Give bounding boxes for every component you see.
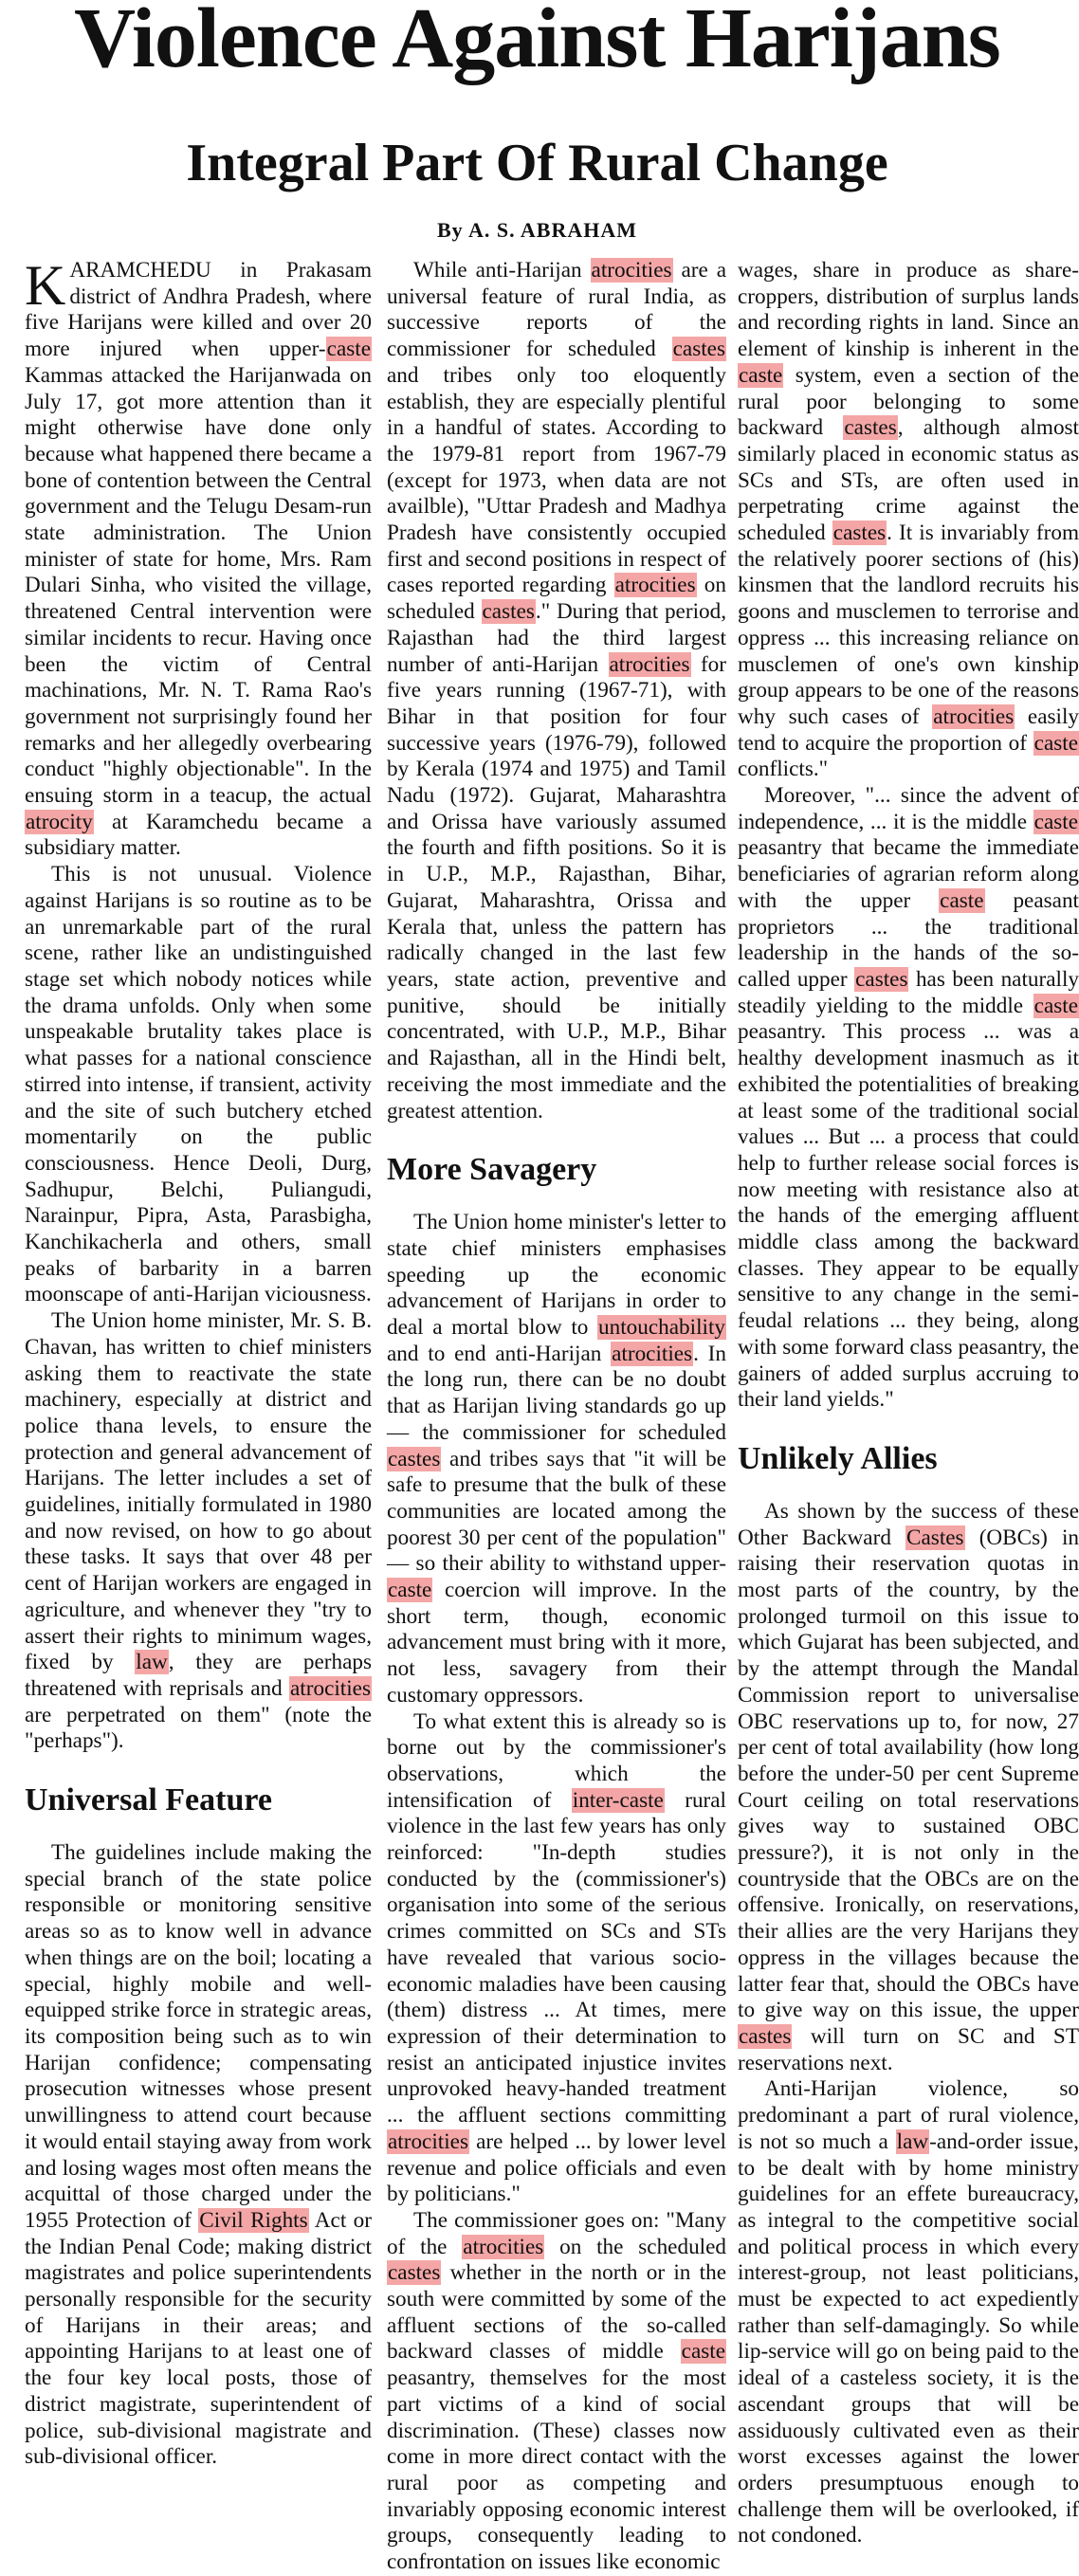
highlighted-term: atrocities <box>609 651 690 677</box>
byline-prefix: By <box>437 218 464 242</box>
article-paragraph: The guidelines include making the special branch of the state police responsible or monitoring sensitive areas so as to know well in advance when things are on the boil; locating a special, highly mobile and well-equipped strike force in strategic areas, its composition being such as to win Harijan confidence; compensating prosecution witnesses whose present unwillingness to attend court because it would entail staying away from work and losing wages most often means the acquittal of those charged under the 1955 Protection of Civil Rights Act or the Indian Penal Code; making district magistrates and police superintendents personally responsible for the security of Harijans in their areas; and appointing Harijans to at least one of the four key local posts, those of district magistrate, superintendent of police, sub-divisional magistrate and sub-divisional officer. <box>25 1840 372 2470</box>
highlighted-term: atrocities <box>591 258 672 283</box>
highlighted-term: atrocities <box>290 1675 371 1701</box>
article-paragraph: KARAMCHEDU in Prakasam district of Andhra Pradesh, where five Harijans were killed and over 20 more injured when upper-caste Kammas attacked the Harijanwada on July 17, got more attention than it might otherwise have done only because what happened there became a bone of contention between the Central government and the Telugu Desam-run state administration. The Union minister of state for home, Mrs. Ram Dulari Sinha, who visited the village, threatened Central intervention were similar incidents to recur. Having once been the victim of Central machinations, Mr. N. T. Rama Rao's government not surprisingly found her remarks and her allegedly overbearing conduct "highly objectionable". In the ensuing storm in a teacup, the actual atrocity at Karamchedu became a subsidiary matter. <box>25 254 372 861</box>
highlighted-term: untouchability <box>598 1315 725 1341</box>
highlighted-term: caste <box>388 1578 432 1603</box>
highlighted-term: castes <box>832 521 887 546</box>
article-paragraph: The commissioner goes on: "Many of the atrocities on the scheduled castes whether in the north or in the south were committed by some of the affluent sections of the so-called backward classes of middle caste peasantry, themselves for the most part victims of a kind of social discrimination. (These) classes now come in more direct contact with the rural poor as competing and invariably opposing economic interest groups, consequently leading to confrontation on issues like economic <box>387 2207 726 2575</box>
highlighted-term: atrocities <box>612 1341 693 1366</box>
article-paragraph: wages, share in produce as share-croppers, distribution of surplus lands and recording rights in land. Since an element of kinship is inherent in the caste system, even a section of the rural poor belonging to some backward castes, although almost similarly placed in economic status as SCs and STs, are often used in perpetrating crime against the scheduled castes. It is invariably from the relatively poorer sections of (his) kinsmen that the landlord recruits his goons and musclemen to terrorise and oppress ... this increasing reliance on musclemen of one's own kinship group appears to be one of the reasons why such cases of atrocities easily tend to acquire the proportion of caste conflicts." <box>738 258 1079 782</box>
highlighted-term: caste <box>681 2339 725 2365</box>
article-column-1 <box>25 254 372 2471</box>
subheadline: Integral Part Of Rural Change <box>186 134 888 192</box>
section-heading: Universal Feature <box>25 1782 272 1818</box>
highlighted-term: caste <box>940 887 984 913</box>
article-column-2 <box>387 258 726 2576</box>
highlighted-term: law <box>136 1650 168 1675</box>
article-paragraph: As shown by the success of these Other Backward Castes (OBCs) in raising their reservation quotas in most parts of the country, by the prolonged turmoil on this issue to which Gujarat has been subjected, and by the attempt through the Mandal Commission report to universalise OBC reservations up to, for now, 27 per cent of total availability (how long before the under-50 per cent Supreme Court ceiling on total reservations gives way to sustained OBC pressure?), it is not only in the countryside that the OBCs are on the offensive. Ironically, on reservations, their allies are the very Harijans they oppress in the villages because the latter fear that, should the OBCs have to give way on this issue, the upper castes will turn on SC and ST reservations next. <box>738 1498 1079 2075</box>
article-paragraph: Anti-Harijan violence, so predominant a part of rural violence, is not so much a law-and-order issue, to be dealt with by home ministry guidelines for an effete bureaucracy, as integral to the competitive social and political process in which every interest-group, not least politicians, must be expected to act expediently rather than self-damagingly. So while lip-service will go on being paid to the ideal of a casteless society, it is the ascendant groups that will be assiduously cultivated even as their worst excesses against the lower orders presumptuous enough to challenge them will be overlooked, if not condoned. <box>738 2076 1079 2549</box>
highlighted-term: inter-caste <box>572 1787 664 1813</box>
highlighted-term: castes <box>388 1446 441 1471</box>
article-column-3 <box>738 258 1079 2549</box>
section-heading: More Savagery <box>387 1152 597 1188</box>
byline-author: A. S. ABRAHAM <box>467 218 637 242</box>
highlighted-term: castes <box>672 337 725 362</box>
highlighted-term: caste <box>1033 809 1078 834</box>
highlighted-term: atrocities <box>933 703 1015 729</box>
article-paragraph: This is not unusual. Violence against Harijans is so routine as to be an unremarkable part of the rural scene, rather like an undistinguished stage set which nobody notices while the drama unfolds. Only when some unspeakable brutality takes place is what passes for a national conscience stirred into intense, if transient, activity and the site of such butchery etched momentarily on the public consciousness. Hence Deoli, Durg, Sadhupur, Belchi, Puliangudi, Narainpur, Pipra, Asta, Parasbigha, Kanchikacherla and others, small peaks of barbarity in a barren moonscape of anti-Harijan viciousness. <box>25 862 372 1307</box>
headline: Violence Against Harijans <box>74 0 1000 85</box>
highlighted-term: castes <box>482 599 535 625</box>
highlighted-term: caste <box>326 337 371 362</box>
highlighted-term: Castes <box>906 1525 964 1550</box>
highlighted-term: atrocity <box>26 809 93 834</box>
highlighted-term: atrocities <box>388 2128 468 2154</box>
byline <box>0 218 1074 243</box>
highlighted-term: caste <box>739 362 783 388</box>
highlighted-term: castes <box>844 415 897 441</box>
highlighted-term: caste <box>1033 993 1078 1018</box>
article-paragraph: The Union home minister's letter to state chief ministers emphasises speeding up the economic advancement of Harijans in order to deal a mortal blow to untouchability and to end anti-Harijan atrocities. In the long run, there can be no doubt that as Harijan living standards go up — the commissioner for scheduled castes and tribes says that "it will be safe to presume that the bulk of these communities are located among the poorest 30 per cent of the population" — so their ability to withstand upper-caste coercion will improve. In the short term, though, economic advancement must bring with it more, not less, savagery from their customary oppressors. <box>387 1210 726 1708</box>
highlighted-term: law <box>896 2128 929 2154</box>
article-paragraph: To what extent this is already so is borne out by the commissioner's observations, which the intensification of inter-caste rural violence in the last few years has only reinforced: "In-depth studies conducted by the (commissioner's) organisation into some of the serious crimes committed on SCs and STs have revealed that various socio-economic maladies have been causing (them) distress ... At times, mere expression of their determination to resist an anticipated injustice invites unprovoked heavy-handed treatment ... the affluent sections committing atrocities are helped ... by lower level revenue and police officials and even by politicians." <box>387 1708 727 2207</box>
highlighted-term: castes <box>855 966 908 992</box>
section-heading: Unlikely Allies <box>738 1440 938 1476</box>
highlighted-term: caste <box>1033 730 1078 756</box>
highlighted-term: castes <box>388 2260 441 2286</box>
highlighted-term: atrocities <box>614 573 696 598</box>
highlighted-term: Civil Rights <box>199 2207 308 2233</box>
article-paragraph: Moreover, "... since the advent of independence, ... it is the middle caste peasantry that became the immediate beneficiaries of agrarian reform along with the upper caste peasant proprietors ... the traditional leadership in the hands of the so-called upper castes has been naturally steadily yielding to the middle caste peasantry. This process ... was a healthy development inasmuch as it exhibited the potentialities of breaking at least some of the traditional social values ... But ... a process that could help to further release social forces is now meeting with resistance also at the hands of the emerging affluent middle class among the backward classes. They appear to be equally sensitive to any change in the semi-feudal relations ... they being, along with some forward class peasantry, the gainers of added surplus accruing to their land yields." <box>738 783 1079 1413</box>
article-paragraph: The Union home minister, Mr. S. B. Chavan, has written to chief ministers asking them to reactivate the state machinery, especially at district and police thana levels, to ensure the protection and general advancement of Harijans. The letter includes a set of guidelines, initially formulated in 1980 and now revised, on how to go about these tasks. It says that over 48 per cent of Harijan workers are engaged in agriculture, and whenever they "try to assert their rights to minimum wages, fixed by law, they are perhaps threatened with reprisals and atrocities are perpetrated on them" (note the "perhaps"). <box>25 1308 372 1754</box>
article-paragraph: While anti-Harijan atrocities are a universal feature of rural India, as successive reports of the commissioner for scheduled castes and tribes only too eloquently establish, they are especially plentiful in a handful of states. According to the 1979-81 report from 1967-79 (except for 1973, when data are not availble), "Uttar Pradesh and Madhya Pradesh have consistently occupied first and second positions in respect of cases reported regarding atrocities on scheduled castes." During that period, Rajasthan had the third largest number of anti-Harijan atrocities for five years running (1967-71), with Bihar in that position for four successive years (1976-79), followed by Kerala (1974 and 1975) and Tamil Nadu (1972). Gujarat, Maharashtra and Orissa have variously assumed the fourth and fifth positions. So it is in U.P., M.P., Rajasthan, Bihar, Gujarat, Maharashtra, Orissa and Kerala that, unless the pattern has radically changed in the last few years, state action, preventive and punitive, should be initially concentrated, with U.P., M.P., Bihar and Rajasthan, all in the Hindi belt, receiving the most immediate and the greatest attention. <box>387 258 727 1124</box>
highlighted-term: castes <box>739 2024 792 2049</box>
highlighted-term: atrocities <box>463 2234 544 2259</box>
